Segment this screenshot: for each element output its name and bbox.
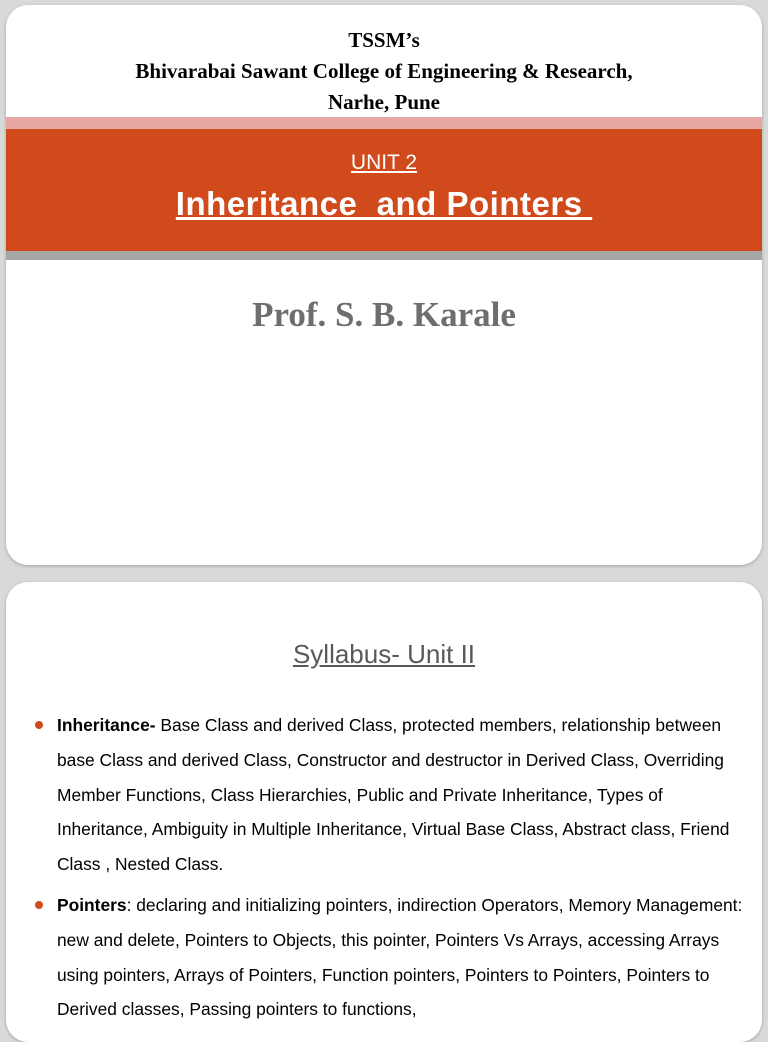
syllabus-title: Syllabus- Unit II	[292, 639, 476, 669]
bullet-dot-icon	[35, 721, 43, 729]
syllabus-list	[34, 708, 744, 1033]
bullet-text: : declaring and initializing pointers, indirection Operators, Memory Management: new and delete, Pointers to Objects, this pointer, Pointers Vs Arrays, accessing Arrays using pointers, Arrays of Pointers, Function pointers, Pointers to Pointers, Pointers to Derived classes, Passing pointers to functions,	[57, 894, 743, 1020]
syllabus-slide	[6, 582, 762, 1042]
bullet-heading: Inheritance-	[57, 715, 156, 735]
list-item	[34, 888, 744, 1027]
unit-label: UNIT 2	[350, 151, 418, 174]
college-line-2: Bhivarabai Sawant College of Engineering & Research,	[135, 59, 633, 83]
bullet-heading: Pointers	[57, 894, 127, 915]
professor-name: Prof. S. B. Karale	[252, 295, 516, 334]
bullet-text: Base Class and derived Class, protected members, relationship between base Class and derived Class, Constructor and destructor in Derived Class, Overriding Member Functions, Class Hierarchies, Public and Private Inheritance, Types of Inheritance, Ambiguity in Multiple Inheritance, Virtual Base Class, Abstract class, Friend Class , Nested Class.	[57, 715, 730, 875]
college-header	[6, 25, 762, 118]
list-item	[34, 708, 744, 882]
college-line-3: Narhe, Pune	[328, 90, 440, 114]
college-line-1: TSSM’s	[348, 28, 420, 52]
bullet-dot-icon	[35, 901, 43, 909]
slide-title: Inheritance and Pointers	[175, 185, 593, 222]
title-banner	[6, 129, 762, 251]
pink-divider	[6, 117, 762, 129]
title-slide	[6, 5, 762, 565]
grey-divider	[6, 251, 762, 260]
